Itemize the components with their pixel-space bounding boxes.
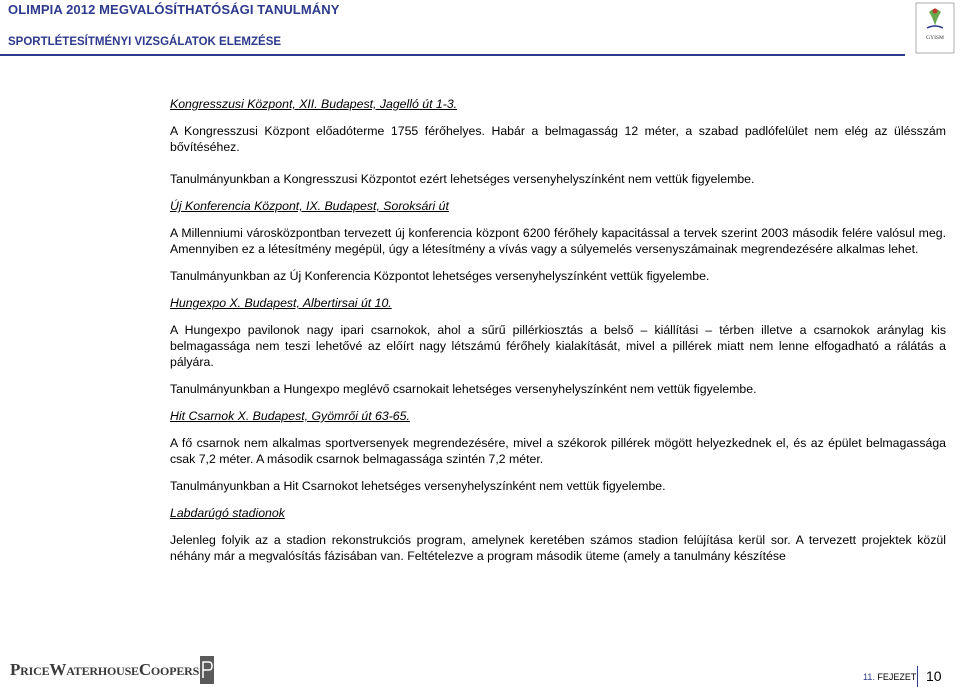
header-title: OLIMPIA 2012 MEGVALÓSÍTHATÓSÁGI TANULMÁNY (8, 2, 340, 17)
header-rule (0, 54, 905, 56)
header-subtitle: SPORTLÉTESÍTMÉNYI VIZSGÁLATOK ELEMZÉSE (8, 36, 282, 48)
chapter-label (863, 672, 916, 682)
paragraph: Tanulmányunkban a Hungexpo meglévő csarnokait lehetséges versenyhelyszínként nem vettük figyelembe. (170, 382, 757, 396)
chapter-word: FEJEZET (877, 672, 917, 682)
paragraph: A Hungexpo pavilonok nagy ipari csarnokok, ahol a sűrű pillérkiosztás a belső – kiállítási – térben illetve a csarnokok aránylag kis belmagassága nem teszi lehetővé az előírt nagy létszámú férőhely kialakítását, mivel a pillérek miatt nem lenne elfogadható a rálátás a pályára. (170, 323, 946, 369)
section-heading: Kongresszusi Központ, XII. Budapest, Jagelló út 1-3. (170, 97, 458, 111)
paragraph: A fő csarnok nem alkalmas sportversenyek megrendezésére, mivel a székorok pillérek mögött helyezkednek el, és az épület belmagassága csak 7,2 méter. A második csarnok belmagassága szintén 7,2 méter. (170, 436, 946, 466)
paragraph: A Millenniumi városközpontban tervezett új konferencia központ 6200 férőhely kapacitással a tervek szerint 2003 második felére valósul meg. Amennyiben ez a létesítmény megépül, úgy a létesítmény a vívás vagy a súlyemelés versenyszámainak megrendezésére alkalmas lehet. (170, 226, 946, 256)
section-heading: Labdarúgó stadionok (170, 506, 285, 520)
paragraph: Tanulmányunkban az Új Konferencia Központot lehetséges versenyhelyszínként vettük figyelembe. (170, 269, 710, 283)
section-heading: Hungexpo X. Budapest, Albertirsai út 10. (170, 296, 392, 310)
document-body (170, 96, 946, 564)
pwc-mark-icon (200, 656, 214, 684)
pwc-logo: PriceWaterhouseCoopers (10, 660, 200, 679)
paragraph: Tanulmányunkban a Kongresszusi Központot ezért lehetséges versenyhelyszínként nem vettük figyelembe. (170, 172, 755, 186)
section-heading: Új Konferencia Központ, IX. Budapest, Soroksári út (170, 199, 449, 213)
paragraph: Jelenleg folyik az a stadion rekonstrukciós program, amelynek keretében számos stadion felújítása kerül sor. A tervezett projektek közül néhány már a megvalósítás fázisában van. Feltételezve a program második üteme (amely a tanulmány készítése (170, 533, 946, 563)
gysm-logo-icon (915, 2, 955, 54)
footer-divider (917, 666, 918, 687)
paragraph: A Kongresszusi Központ előadóterme 1755 férőhelyes. Habár a belmagasság 12 méter, a szabad padlófelület nem elég az ülésszám bővítéséhez. (170, 124, 946, 154)
chapter-number: 11. (863, 672, 875, 682)
section-heading: Hit Csarnok X. Budapest, Gyömrői út 63-65. (170, 409, 410, 423)
page-number: 10 (926, 668, 942, 684)
paragraph: Tanulmányunkban a Hit Csarnokot lehetséges versenyhelyszínként nem vettük figyelembe. (170, 479, 666, 493)
gysm-logo-text: GYISM (926, 35, 944, 41)
